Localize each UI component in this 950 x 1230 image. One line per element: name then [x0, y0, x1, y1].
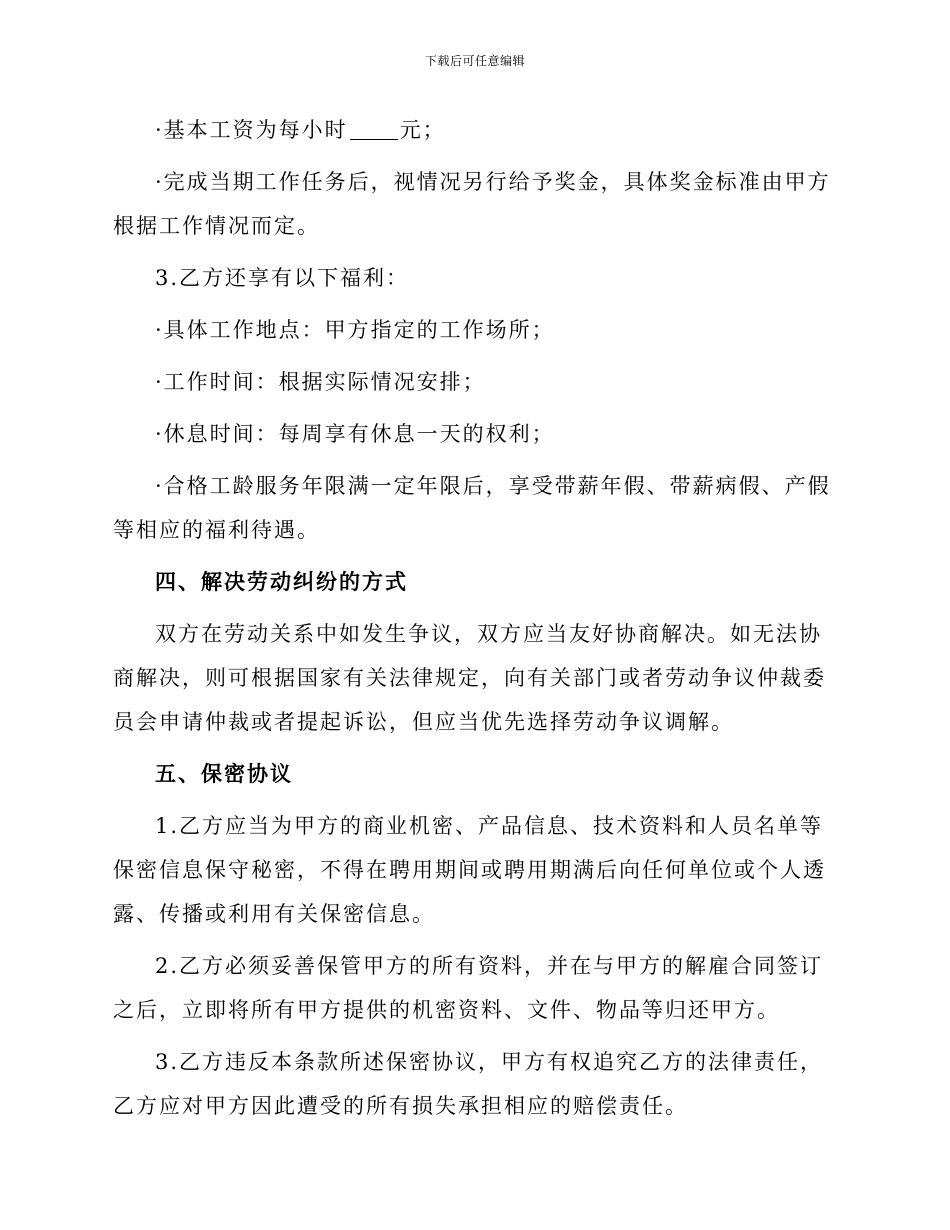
- bonus-paragraph: ·完成当期工作任务后，视情况另行给予奖金，具体奖金标准由甲方根据工作情况而定。: [113, 170, 831, 238]
- section-5-item-3: 3.乙方违反本条款所述保密协议，甲方有权追究乙方的法律责任，乙方应对甲方因此遭受的所有损失承担相应的赔偿责任。: [113, 1050, 824, 1118]
- salary-line-prefix: ·基本工资为每小时: [155, 118, 348, 142]
- document-body: [113, 108, 837, 1128]
- section-5-item-1: 1.乙方应当为甲方的商业机密、产品信息、技术资料和人员名单等保密信息保守秘密，不得在聘用期间或聘用期满后向任何单位或个人透露、传播或利用有关保密信息。: [113, 814, 826, 926]
- section-5-title: 五、保密协议: [155, 761, 293, 786]
- benefit-hours: ·工作时间：根据实际情况安排；: [155, 370, 486, 394]
- salary-line-suffix: 元；: [399, 118, 446, 142]
- benefit-leave: ·合格工龄服务年限满一定年限后，享受带薪年假、带薪病假、产假等相应的福利待遇。: [113, 474, 831, 542]
- section-4-body: 双方在劳动关系中如发生争议，双方应当友好协商解决。如无法协商解决，则可根据国家有关法律规定，向有关部门或者劳动争议仲裁委员会申请仲裁或者提起诉讼，但应当优先选择劳动争议调解。: [113, 622, 826, 734]
- benefits-intro: 3.乙方还享有以下福利：: [155, 266, 410, 290]
- benefit-location: ·具体工作地点：甲方指定的工作场所；: [155, 318, 555, 342]
- section-4-title: 四、解决劳动纠纷的方式: [155, 569, 408, 594]
- salary-line: [113, 108, 837, 152]
- benefit-rest: ·休息时间：每周享有休息一天的权利；: [155, 422, 555, 446]
- page-header: 下载后可任意编辑: [424, 54, 525, 68]
- section-5-item-2: 2.乙方必须妥善保管甲方的所有资料，并在与甲方的解雇合同签订之后，立即将所有甲方提供的机密资料、文件、物品等归还甲方。: [113, 954, 824, 1022]
- salary-blank: [350, 119, 398, 140]
